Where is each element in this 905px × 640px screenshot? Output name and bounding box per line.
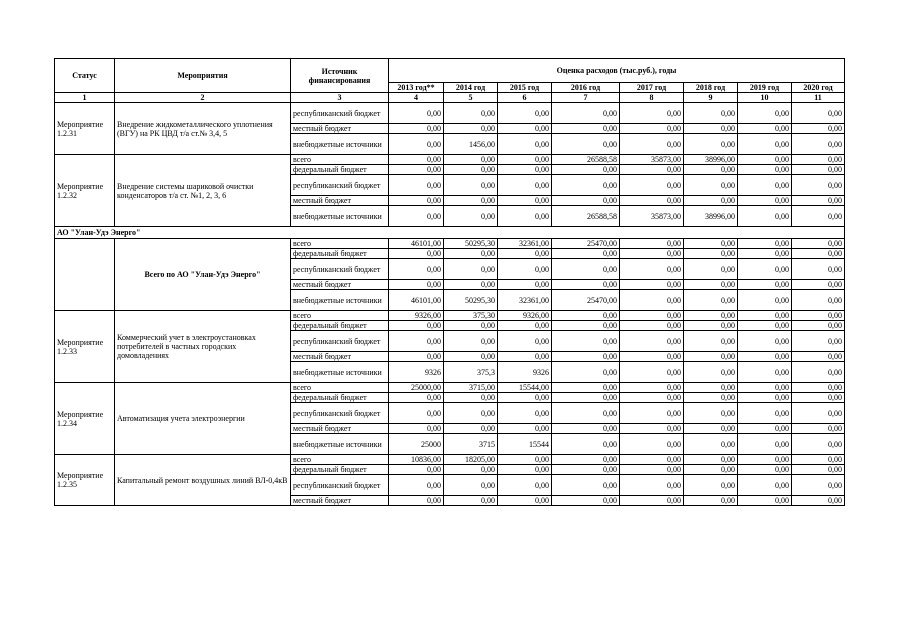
status-cell: Мероприятие 1.2.32 <box>55 155 115 227</box>
table-row <box>55 383 845 393</box>
value-cell: 0,00 <box>792 134 845 155</box>
measure-cell: Всего по АО "Улан-Удэ Энерго" <box>115 239 291 311</box>
value-cell: 3715 <box>444 434 498 455</box>
value-cell: 0,00 <box>389 259 444 280</box>
value-cell: 0,00 <box>444 331 498 352</box>
value-cell: 0,00 <box>684 362 738 383</box>
value-cell: 0,00 <box>792 393 845 403</box>
status-cell: Мероприятие 1.2.33 <box>55 311 115 383</box>
header-year: 2017 год <box>620 83 684 93</box>
value-cell: 15544 <box>498 434 552 455</box>
value-cell: 0,00 <box>498 352 552 362</box>
value-cell: 0,00 <box>498 475 552 496</box>
source-cell: местный бюджет <box>291 196 389 206</box>
value-cell: 0,00 <box>684 134 738 155</box>
source-cell: федеральный бюджет <box>291 165 389 175</box>
value-cell: 0,00 <box>552 165 620 175</box>
value-cell: 0,00 <box>444 103 498 124</box>
value-cell: 0,00 <box>792 239 845 249</box>
value-cell: 0,00 <box>620 352 684 362</box>
value-cell: 0,00 <box>498 424 552 434</box>
value-cell: 0,00 <box>684 331 738 352</box>
expenditure-table <box>54 58 845 506</box>
value-cell: 0,00 <box>552 196 620 206</box>
value-cell: 50295,30 <box>444 290 498 311</box>
value-cell: 0,00 <box>498 196 552 206</box>
value-cell: 0,00 <box>792 331 845 352</box>
value-cell: 0,00 <box>684 290 738 311</box>
value-cell: 0,00 <box>389 175 444 196</box>
value-cell: 0,00 <box>792 424 845 434</box>
value-cell: 0,00 <box>792 465 845 475</box>
value-cell: 0,00 <box>389 496 444 506</box>
status-cell: Мероприятие 1.2.35 <box>55 455 115 506</box>
value-cell: 0,00 <box>792 311 845 321</box>
value-cell: 0,00 <box>389 124 444 134</box>
source-cell: внебюджетные источники <box>291 434 389 455</box>
value-cell: 0,00 <box>792 249 845 259</box>
source-cell: республиканский бюджет <box>291 175 389 196</box>
value-cell: 9326 <box>498 362 552 383</box>
source-cell: федеральный бюджет <box>291 465 389 475</box>
value-cell: 0,00 <box>552 280 620 290</box>
value-cell: 18205,00 <box>444 455 498 465</box>
value-cell: 0,00 <box>552 393 620 403</box>
status-cell <box>55 239 115 311</box>
value-cell: 0,00 <box>389 403 444 424</box>
value-cell: 25000,00 <box>389 383 444 393</box>
value-cell: 0,00 <box>684 393 738 403</box>
value-cell: 0,00 <box>684 352 738 362</box>
value-cell: 15544,00 <box>498 383 552 393</box>
source-cell: федеральный бюджет <box>291 393 389 403</box>
value-cell: 0,00 <box>620 239 684 249</box>
section-row <box>55 227 845 239</box>
source-cell: республиканский бюджет <box>291 403 389 424</box>
value-cell: 0,00 <box>620 496 684 506</box>
value-cell: 0,00 <box>738 331 792 352</box>
value-cell: 0,00 <box>738 155 792 165</box>
value-cell: 0,00 <box>552 465 620 475</box>
value-cell: 0,00 <box>684 280 738 290</box>
value-cell: 0,00 <box>444 465 498 475</box>
table-header <box>55 59 845 103</box>
table-row <box>55 239 845 249</box>
source-cell: республиканский бюджет <box>291 475 389 496</box>
source-cell: всего <box>291 455 389 465</box>
measure-cell: Автоматизация учета электроэнергии <box>115 383 291 455</box>
value-cell: 0,00 <box>684 496 738 506</box>
value-cell: 0,00 <box>444 403 498 424</box>
value-cell: 0,00 <box>552 475 620 496</box>
status-cell: Мероприятие 1.2.34 <box>55 383 115 455</box>
value-cell: 0,00 <box>552 434 620 455</box>
value-cell: 0,00 <box>738 362 792 383</box>
column-number: 9 <box>684 93 738 103</box>
value-cell: 0,00 <box>792 206 845 227</box>
value-cell: 0,00 <box>792 362 845 383</box>
header-measure: Мероприятия <box>115 59 291 93</box>
value-cell: 46101,00 <box>389 239 444 249</box>
value-cell: 0,00 <box>389 280 444 290</box>
value-cell: 0,00 <box>498 103 552 124</box>
value-cell: 0,00 <box>684 311 738 321</box>
value-cell: 0,00 <box>792 165 845 175</box>
source-cell: местный бюджет <box>291 352 389 362</box>
value-cell: 25000 <box>389 434 444 455</box>
value-cell: 0,00 <box>684 259 738 280</box>
value-cell: 0,00 <box>684 465 738 475</box>
value-cell: 0,00 <box>498 465 552 475</box>
source-cell: всего <box>291 155 389 165</box>
value-cell: 0,00 <box>620 475 684 496</box>
header-year: 2018 год <box>684 83 738 93</box>
value-cell: 0,00 <box>738 383 792 393</box>
value-cell: 0,00 <box>684 175 738 196</box>
value-cell: 0,00 <box>684 239 738 249</box>
value-cell: 9326,00 <box>389 311 444 321</box>
value-cell: 0,00 <box>552 331 620 352</box>
value-cell: 0,00 <box>620 383 684 393</box>
value-cell: 0,00 <box>389 321 444 331</box>
source-cell: федеральный бюджет <box>291 249 389 259</box>
value-cell: 0,00 <box>389 206 444 227</box>
value-cell: 38996,00 <box>684 206 738 227</box>
header-status: Статус <box>55 59 115 93</box>
column-number: 2 <box>115 93 291 103</box>
value-cell: 0,00 <box>552 175 620 196</box>
value-cell: 0,00 <box>792 103 845 124</box>
value-cell: 0,00 <box>498 124 552 134</box>
value-cell: 0,00 <box>552 362 620 383</box>
value-cell: 0,00 <box>684 455 738 465</box>
value-cell: 35873,00 <box>620 155 684 165</box>
value-cell: 0,00 <box>444 249 498 259</box>
value-cell: 0,00 <box>498 165 552 175</box>
column-number: 10 <box>738 93 792 103</box>
header-year: 2016 год <box>552 83 620 93</box>
value-cell: 0,00 <box>792 383 845 393</box>
source-cell: местный бюджет <box>291 280 389 290</box>
value-cell: 0,00 <box>792 496 845 506</box>
value-cell: 0,00 <box>792 280 845 290</box>
value-cell: 0,00 <box>684 103 738 124</box>
source-cell: внебюджетные источники <box>291 362 389 383</box>
column-number: 3 <box>291 93 389 103</box>
value-cell: 0,00 <box>552 103 620 124</box>
table-row <box>55 311 845 321</box>
value-cell: 0,00 <box>738 249 792 259</box>
value-cell: 50295,30 <box>444 239 498 249</box>
source-cell: местный бюджет <box>291 124 389 134</box>
value-cell: 0,00 <box>792 455 845 465</box>
source-cell: внебюджетные источники <box>291 206 389 227</box>
source-cell: всего <box>291 239 389 249</box>
value-cell: 0,00 <box>738 455 792 465</box>
value-cell: 0,00 <box>684 321 738 331</box>
value-cell: 0,00 <box>684 249 738 259</box>
value-cell: 0,00 <box>552 124 620 134</box>
value-cell: 0,00 <box>444 280 498 290</box>
value-cell: 0,00 <box>498 249 552 259</box>
value-cell: 9326 <box>389 362 444 383</box>
value-cell: 0,00 <box>684 475 738 496</box>
value-cell: 0,00 <box>389 134 444 155</box>
value-cell: 0,00 <box>498 496 552 506</box>
value-cell: 0,00 <box>389 165 444 175</box>
value-cell: 0,00 <box>444 393 498 403</box>
value-cell: 0,00 <box>738 103 792 124</box>
value-cell: 0,00 <box>620 424 684 434</box>
value-cell: 0,00 <box>444 196 498 206</box>
value-cell: 0,00 <box>620 175 684 196</box>
value-cell: 375,30 <box>444 311 498 321</box>
table-body <box>55 103 845 506</box>
value-cell: 0,00 <box>552 496 620 506</box>
value-cell: 0,00 <box>738 280 792 290</box>
value-cell: 0,00 <box>620 124 684 134</box>
value-cell: 0,00 <box>552 134 620 155</box>
value-cell: 0,00 <box>738 134 792 155</box>
value-cell: 0,00 <box>444 165 498 175</box>
value-cell: 0,00 <box>792 259 845 280</box>
value-cell: 0,00 <box>738 475 792 496</box>
value-cell: 0,00 <box>792 352 845 362</box>
column-number: 7 <box>552 93 620 103</box>
value-cell: 0,00 <box>552 321 620 331</box>
value-cell: 0,00 <box>498 280 552 290</box>
value-cell: 0,00 <box>444 259 498 280</box>
value-cell: 0,00 <box>684 403 738 424</box>
header-year: 2013 год** <box>389 83 444 93</box>
value-cell: 0,00 <box>620 103 684 124</box>
value-cell: 0,00 <box>684 424 738 434</box>
column-number: 5 <box>444 93 498 103</box>
column-number: 6 <box>498 93 552 103</box>
source-cell: республиканский бюджет <box>291 259 389 280</box>
value-cell: 0,00 <box>620 331 684 352</box>
value-cell: 0,00 <box>792 290 845 311</box>
measure-cell: Коммерческий учет в электроустановках потребителей в частных городских домовладениях <box>115 311 291 383</box>
value-cell: 0,00 <box>738 311 792 321</box>
value-cell: 0,00 <box>792 124 845 134</box>
header-estimate: Оценка расходов (тыс.руб.), годы <box>389 59 845 83</box>
value-cell: 0,00 <box>620 465 684 475</box>
value-cell: 0,00 <box>444 206 498 227</box>
value-cell: 0,00 <box>620 165 684 175</box>
value-cell: 0,00 <box>498 175 552 196</box>
value-cell: 32361,00 <box>498 290 552 311</box>
value-cell: 0,00 <box>738 259 792 280</box>
value-cell: 0,00 <box>792 175 845 196</box>
value-cell: 0,00 <box>738 196 792 206</box>
value-cell: 0,00 <box>684 165 738 175</box>
value-cell: 0,00 <box>684 196 738 206</box>
value-cell: 0,00 <box>552 424 620 434</box>
source-cell: всего <box>291 383 389 393</box>
value-cell: 0,00 <box>738 434 792 455</box>
value-cell: 46101,00 <box>389 290 444 311</box>
value-cell: 0,00 <box>498 403 552 424</box>
value-cell: 0,00 <box>444 321 498 331</box>
section-title: АО "Улан-Удэ Энерго" <box>55 227 845 239</box>
value-cell: 3715,00 <box>444 383 498 393</box>
value-cell: 0,00 <box>498 206 552 227</box>
value-cell: 0,00 <box>620 434 684 455</box>
column-number: 1 <box>55 93 115 103</box>
value-cell: 0,00 <box>552 455 620 465</box>
value-cell: 0,00 <box>792 155 845 165</box>
column-number: 11 <box>792 93 845 103</box>
value-cell: 0,00 <box>389 475 444 496</box>
value-cell: 32361,00 <box>498 239 552 249</box>
value-cell: 0,00 <box>620 280 684 290</box>
value-cell: 0,00 <box>552 383 620 393</box>
value-cell: 0,00 <box>552 311 620 321</box>
value-cell: 0,00 <box>498 393 552 403</box>
header-year: 2014 год <box>444 83 498 93</box>
value-cell: 25470,00 <box>552 239 620 249</box>
value-cell: 0,00 <box>738 403 792 424</box>
source-cell: внебюджетные источники <box>291 290 389 311</box>
value-cell: 0,00 <box>389 424 444 434</box>
value-cell: 0,00 <box>738 352 792 362</box>
value-cell: 0,00 <box>498 259 552 280</box>
value-cell: 1456,00 <box>444 134 498 155</box>
value-cell: 0,00 <box>620 290 684 311</box>
value-cell: 26588,58 <box>552 206 620 227</box>
value-cell: 38996,00 <box>684 155 738 165</box>
source-cell: республиканский бюджет <box>291 331 389 352</box>
value-cell: 0,00 <box>738 393 792 403</box>
value-cell: 0,00 <box>498 455 552 465</box>
value-cell: 0,00 <box>620 249 684 259</box>
value-cell: 0,00 <box>620 311 684 321</box>
measure-cell: Капитальный ремонт воздушных линий ВЛ-0,4кВ <box>115 455 291 506</box>
measure-cell: Внедрение системы шариковой очистки конденсаторов т/а ст. №1, 2, 3, 6 <box>115 155 291 227</box>
value-cell: 0,00 <box>444 175 498 196</box>
value-cell: 0,00 <box>389 249 444 259</box>
value-cell: 0,00 <box>444 475 498 496</box>
value-cell: 0,00 <box>620 134 684 155</box>
value-cell: 0,00 <box>498 155 552 165</box>
value-cell: 26588,58 <box>552 155 620 165</box>
value-cell: 0,00 <box>620 393 684 403</box>
value-cell: 0,00 <box>552 259 620 280</box>
value-cell: 375,3 <box>444 362 498 383</box>
value-cell: 0,00 <box>792 321 845 331</box>
value-cell: 0,00 <box>389 331 444 352</box>
value-cell: 0,00 <box>552 403 620 424</box>
value-cell: 0,00 <box>620 403 684 424</box>
value-cell: 10836,00 <box>389 455 444 465</box>
measure-cell: Внедрение жидкометаллического уплотнения (ВГУ) на РК ЦВД т/а ст.№ 3,4, 5 <box>115 103 291 155</box>
value-cell: 0,00 <box>738 496 792 506</box>
value-cell: 25470,00 <box>552 290 620 311</box>
value-cell: 0,00 <box>738 206 792 227</box>
value-cell: 0,00 <box>738 424 792 434</box>
source-cell: местный бюджет <box>291 496 389 506</box>
table-row <box>55 103 845 124</box>
value-cell: 0,00 <box>389 393 444 403</box>
value-cell: 0,00 <box>684 124 738 134</box>
value-cell: 35873,00 <box>620 206 684 227</box>
source-cell: республиканский бюджет <box>291 103 389 124</box>
value-cell: 0,00 <box>738 465 792 475</box>
value-cell: 0,00 <box>738 175 792 196</box>
value-cell: 0,00 <box>444 124 498 134</box>
value-cell: 0,00 <box>552 249 620 259</box>
header-year: 2015 год <box>498 83 552 93</box>
value-cell: 9326,00 <box>498 311 552 321</box>
header-year: 2019 год <box>738 83 792 93</box>
value-cell: 0,00 <box>620 196 684 206</box>
value-cell: 0,00 <box>684 383 738 393</box>
value-cell: 0,00 <box>620 259 684 280</box>
value-cell: 0,00 <box>444 424 498 434</box>
value-cell: 0,00 <box>738 321 792 331</box>
value-cell: 0,00 <box>738 165 792 175</box>
value-cell: 0,00 <box>738 239 792 249</box>
value-cell: 0,00 <box>684 434 738 455</box>
source-cell: местный бюджет <box>291 424 389 434</box>
value-cell: 0,00 <box>389 103 444 124</box>
header-year: 2020 год <box>792 83 845 93</box>
value-cell: 0,00 <box>620 362 684 383</box>
column-number: 4 <box>389 93 444 103</box>
value-cell: 0,00 <box>444 155 498 165</box>
header-source: Источник финансирования <box>291 59 389 93</box>
value-cell: 0,00 <box>620 455 684 465</box>
value-cell: 0,00 <box>389 155 444 165</box>
value-cell: 0,00 <box>792 196 845 206</box>
value-cell: 0,00 <box>792 475 845 496</box>
value-cell: 0,00 <box>620 321 684 331</box>
value-cell: 0,00 <box>498 134 552 155</box>
status-cell: Мероприятие 1.2.31 <box>55 103 115 155</box>
value-cell: 0,00 <box>389 196 444 206</box>
value-cell: 0,00 <box>389 465 444 475</box>
source-cell: федеральный бюджет <box>291 321 389 331</box>
value-cell: 0,00 <box>738 124 792 134</box>
value-cell: 0,00 <box>792 403 845 424</box>
value-cell: 0,00 <box>792 434 845 455</box>
value-cell: 0,00 <box>738 290 792 311</box>
value-cell: 0,00 <box>552 352 620 362</box>
value-cell: 0,00 <box>498 331 552 352</box>
value-cell: 0,00 <box>444 496 498 506</box>
value-cell: 0,00 <box>498 321 552 331</box>
value-cell: 0,00 <box>444 352 498 362</box>
value-cell: 0,00 <box>389 352 444 362</box>
table-row <box>55 155 845 165</box>
source-cell: внебюджетные источники <box>291 134 389 155</box>
column-number: 8 <box>620 93 684 103</box>
source-cell: всего <box>291 311 389 321</box>
table-row <box>55 455 845 465</box>
